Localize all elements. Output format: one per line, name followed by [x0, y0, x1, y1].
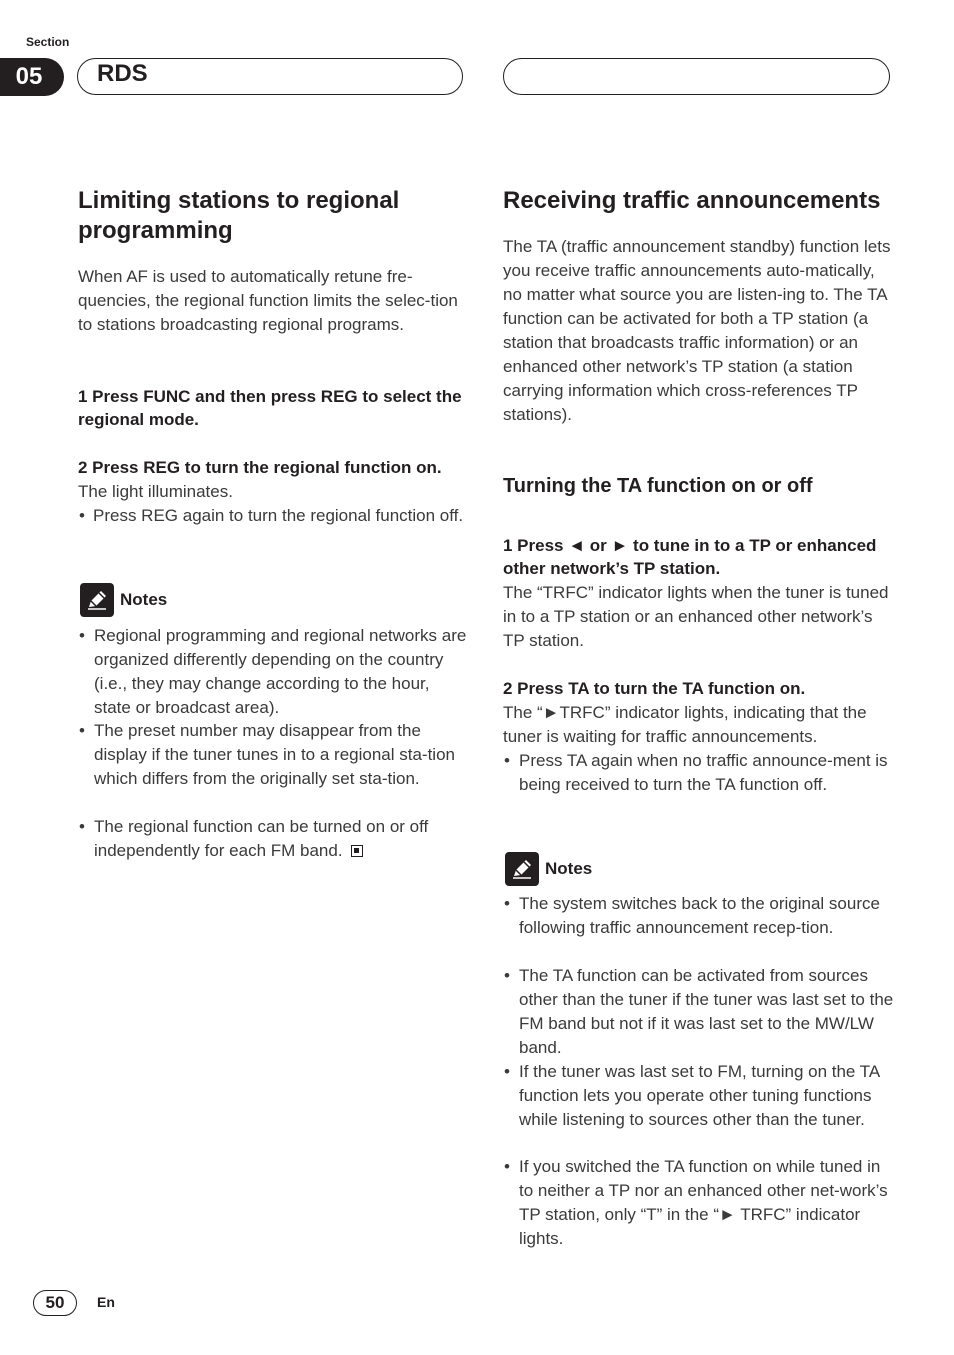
- left-note-3-text: The regional function can be turned on or off independently for each FM band.: [94, 817, 429, 860]
- page-number: 50: [33, 1290, 77, 1316]
- section-number-badge: 05: [0, 58, 64, 96]
- left-note-3: [78, 815, 468, 863]
- section-title: RDS: [97, 60, 148, 87]
- pencil-note-icon: [80, 583, 114, 617]
- left-step-1: 1 Press FUNC and then press REG to select the regional mode.: [78, 387, 462, 429]
- left-notes-header: [80, 583, 167, 617]
- right-step-2-bullet: • Press TA again when no traffic announce-ment is being received to turn the TA function off.: [503, 749, 895, 797]
- pencil-note-icon: [505, 852, 539, 886]
- right-note-2: • The TA function can be activated from sources other than the tuner if the tuner was last set to the FM band but not if it was last set to the MW/LW band.: [503, 964, 895, 1060]
- subheading-ta-function: Turning the TA function on or off: [503, 475, 813, 497]
- right-step-2-result: The “►TRFC” indicator lights, indicating that the tuner is waiting for traffic announcements.: [503, 703, 867, 746]
- empty-header-frame: [503, 58, 890, 95]
- right-step-1: 1 Press ◄ or ► to tune in to a TP or enhanced other network’s TP station.: [503, 536, 877, 578]
- right-note-3: • If the tuner was last set to FM, turning on the TA function lets you operate other tuning functions while listening to sources other than the tuner.: [503, 1060, 895, 1132]
- language-code: En: [97, 1294, 115, 1310]
- right-note-1: • The system switches back to the original source following traffic announcement recep-tion.: [503, 892, 895, 940]
- left-step-2-bullet: • Press REG again to turn the regional function off.: [78, 504, 468, 528]
- left-intro: When AF is used to automatically retune fre-quencies, the regional function limits the selec-tion to stations broadcasting regional programs.: [78, 267, 458, 334]
- heading-traffic-announcements: Receiving traffic announcements: [503, 187, 881, 214]
- section-label: Section: [26, 35, 70, 49]
- left-step-2: 2 Press REG to turn the regional function on.: [78, 458, 442, 477]
- heading-limiting-stations: Limiting stations to regional programming: [78, 187, 400, 244]
- right-step-1-result: The “TRFC” indicator lights when the tuner is tuned in to a TP station or an enhanced other network’s TP station.: [503, 583, 889, 650]
- right-step-2: 2 Press TA to turn the TA function on.: [503, 679, 806, 698]
- left-note-1: • Regional programming and regional networks are organized differently depending on the country (i.e., they may change according to the hour, state or broadcast area).: [78, 624, 468, 720]
- right-note-4: • If you switched the TA function on while tuned in to neither a TP nor an enhanced other net-work’s TP station, only “T” in the “► TRFC” indicator lights.: [503, 1155, 895, 1251]
- right-notes-title: Notes: [545, 859, 593, 878]
- left-step-2-result: The light illuminates.: [78, 482, 233, 501]
- left-note-2: • The preset number may disappear from the display if the tuner tunes in to a regional sta-tion which differs from the originally set sta-tion.: [78, 719, 468, 791]
- left-notes-title: Notes: [120, 590, 168, 609]
- right-intro: The TA (traffic announcement standby) function lets you receive traffic announcements auto-matically, no matter what source you are listen-ing to. The TA function can be activated for both a TP station (a station that broadcasts traffic information) or an enhanced other network’s TP station (a station carrying information which cross-references TP stations).: [503, 237, 891, 424]
- end-mark-icon: [351, 845, 363, 857]
- right-notes-header: [505, 852, 592, 886]
